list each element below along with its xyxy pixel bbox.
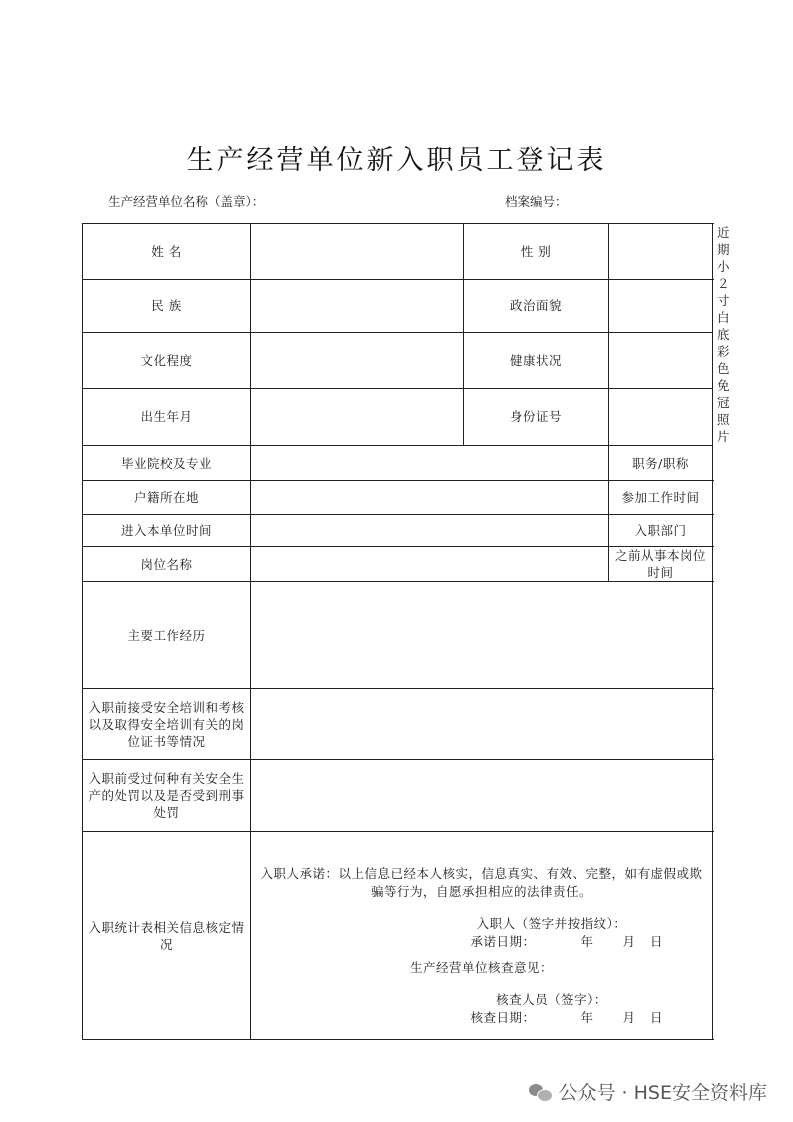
check-month: 月 [622, 1009, 636, 1025]
penalty-label: 入职前受过何种有关安全生产的处罚以及是否受到刑事处罚 [83, 760, 251, 832]
promise-month: 月 [622, 933, 636, 949]
school-field[interactable] [251, 446, 609, 481]
ethnicity-label: 民 族 [83, 279, 251, 333]
promise-year: 年 [580, 933, 594, 949]
name-label: 姓 名 [83, 224, 251, 280]
check-day: 日 [649, 1009, 663, 1025]
job-title-label: 职务/职称 [609, 446, 713, 481]
wechat-icon [529, 1082, 553, 1102]
safety-training-label: 入职前接受安全培训和考核以及取得安全培训有关的岗位证书等情况 [83, 689, 251, 760]
household-field[interactable] [251, 481, 609, 515]
watermark-text: 公众号 · HSE安全资料库 [558, 1082, 767, 1104]
file-number-label: 档案编号： [505, 194, 568, 209]
verification-label: 入职统计表相关信息核定情况 [83, 832, 251, 1040]
birth-field[interactable] [251, 388, 464, 445]
checker-label: 核查人员（签字）： [496, 991, 607, 1007]
name-field[interactable] [251, 224, 464, 280]
join-date-field[interactable] [251, 515, 609, 547]
safety-training-field[interactable] [251, 689, 713, 760]
work-start-label: 参加工作时间 [609, 481, 713, 515]
promise-date-row [395, 933, 708, 951]
page-title: 生产经营单位新入职员工登记表 [186, 145, 607, 176]
watermark [529, 1078, 767, 1105]
id-number-label: 身份证号 [464, 388, 609, 445]
registration-form: 姓 名 性 别 近期小２寸 白底彩色免冠 照片 民 族 政治面貌 文化程度 健康状况 出生年月 身份证号 毕业院校及专业 职务/职称 户籍所在地 参加工作时间 进入本单位时间 入职部门 岗位名称 之前从事本岗位时间 主要工作经历 入职前接受安全培训和考核以及取得安全培训有关的岗位证书等情况 入职前受过何种有关安全生产的处罚以及是否受到刑事处罚 入职统计表相关信息核定情况 入职人承诺：以上信息已经本人核实，信息真实、有效、完整，如有虚假或欺骗等行为，自愿承担相应的法律责任。 入职人（签字并按指纹）： 承诺日期： 年 月 日 生产经营单位核查意见： 核查人员（签字）： 核查日期： 年 月 日 [82, 223, 713, 1040]
school-label: 毕业院校及专业 [83, 446, 251, 481]
check-date-label: 核查日期： [470, 1009, 536, 1025]
prev-post-time-label: 之前从事本岗位时间 [609, 547, 713, 582]
post-field[interactable] [251, 547, 609, 582]
promise-day: 日 [649, 933, 663, 949]
health-label: 健康状况 [464, 333, 609, 389]
unit-opinion-label: 生产经营单位核查意见： [409, 959, 553, 975]
promise-date-label: 承诺日期： [470, 933, 536, 949]
education-label: 文化程度 [83, 333, 251, 389]
unit-name-label: 生产经营单位名称（盖章）： [108, 194, 265, 209]
birth-label: 出生年月 [83, 388, 251, 445]
department-label: 入职部门 [609, 515, 713, 547]
id-number-field[interactable] [609, 388, 713, 445]
work-history-label: 主要工作经历 [83, 582, 251, 689]
health-field[interactable] [609, 333, 713, 389]
gender-field[interactable] [609, 224, 713, 280]
ethnicity-field[interactable] [251, 279, 464, 333]
gender-label: 性 别 [464, 224, 609, 280]
household-label: 户籍所在地 [83, 481, 251, 515]
join-date-label: 进入本单位时间 [83, 515, 251, 547]
signer-label: 入职人（签字并按指纹）： [476, 915, 627, 931]
check-year: 年 [580, 1009, 594, 1025]
verification-field[interactable] [251, 832, 713, 1040]
political-field[interactable] [609, 279, 713, 333]
education-field[interactable] [251, 333, 464, 389]
check-date-row [395, 1009, 708, 1027]
political-label: 政治面貌 [464, 279, 609, 333]
penalty-field[interactable] [251, 760, 713, 832]
post-label: 岗位名称 [83, 547, 251, 582]
work-history-field[interactable] [251, 582, 713, 689]
promise-text: 入职人承诺：以上信息已经本人核实，信息真实、有效、完整，如有虚假或欺骗等行为，自愿承担相应的法律责任。 [260, 865, 703, 899]
